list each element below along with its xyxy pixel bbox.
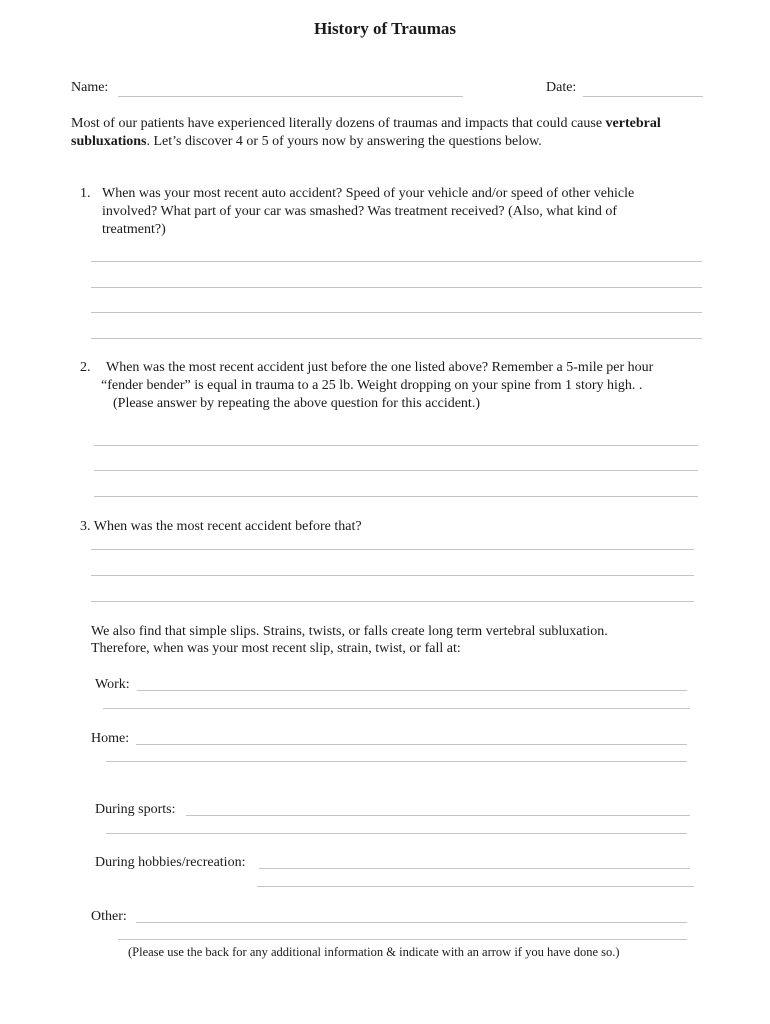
answer-line-q2[interactable]	[94, 470, 698, 471]
answer-line-q3[interactable]	[91, 575, 694, 576]
page-title: History of Traumas	[314, 19, 456, 38]
home-field-continuation[interactable]	[106, 761, 687, 762]
work-field-continuation[interactable]	[103, 708, 690, 709]
date-field[interactable]	[583, 96, 703, 97]
question-2-line: When was the most recent accident just before the one listed above? Remember a 5-mile per hour	[106, 360, 654, 375]
answer-line-q1[interactable]	[91, 312, 702, 313]
sports-label: During sports:	[95, 802, 176, 817]
answer-line-q2[interactable]	[94, 445, 698, 446]
sports-field[interactable]	[186, 815, 690, 816]
other-label: Other:	[91, 909, 127, 924]
other-field[interactable]	[136, 922, 687, 923]
work-field[interactable]	[137, 690, 687, 691]
answer-line-q1[interactable]	[91, 338, 702, 339]
name-label: Name:	[71, 80, 109, 95]
answer-line-q3[interactable]	[91, 601, 694, 602]
answer-line-q1[interactable]	[91, 261, 702, 262]
date-label: Date:	[546, 80, 577, 95]
footnote: (Please use the back for any additional information & indicate with an arrow if you have done so.)	[128, 945, 620, 959]
question-2-line: (Please answer by repeating the above question for this accident.)	[113, 396, 480, 411]
work-label: Work:	[95, 677, 130, 692]
home-field[interactable]	[136, 744, 687, 745]
name-field[interactable]	[118, 96, 463, 97]
sports-field-continuation[interactable]	[106, 833, 687, 834]
slips-paragraph-line: Therefore, when was your most recent slip, strain, twist, or fall at:	[91, 641, 461, 656]
answer-line-q3[interactable]	[91, 549, 694, 550]
question-2-number: 2.	[80, 360, 91, 375]
other-field-continuation[interactable]	[118, 939, 687, 940]
question-2-line: “fender bender” is equal in trauma to a 25 lb. Weight dropping on your spine from 1 story high. .	[101, 378, 643, 393]
question-1-line: When was your most recent auto accident? Speed of your vehicle and/or speed of other vehicle	[102, 186, 635, 201]
slips-paragraph-line: We also find that simple slips. Strains, twists, or falls create long term vertebral subluxation.	[91, 624, 608, 639]
question-3-text: 3. When was the most recent accident before that?	[80, 519, 362, 534]
answer-line-q2[interactable]	[94, 496, 698, 497]
home-label: Home:	[91, 731, 130, 746]
hobbies-field[interactable]	[259, 868, 690, 869]
intro-paragraph: Most of our patients have experienced literally dozens of traumas and impacts that could cause vertebral subluxations. Let’s discover 4 or 5 of yours now by answering the questions below.	[71, 116, 661, 149]
question-1-line: treatment?)	[102, 222, 166, 237]
hobbies-field-continuation[interactable]	[257, 886, 694, 887]
hobbies-label: During hobbies/recreation:	[95, 855, 246, 870]
question-1-line: involved? What part of your car was smashed? Was treatment received? (Also, what kind of	[102, 204, 618, 219]
answer-line-q1[interactable]	[91, 287, 702, 288]
question-1-number: 1.	[80, 186, 91, 201]
